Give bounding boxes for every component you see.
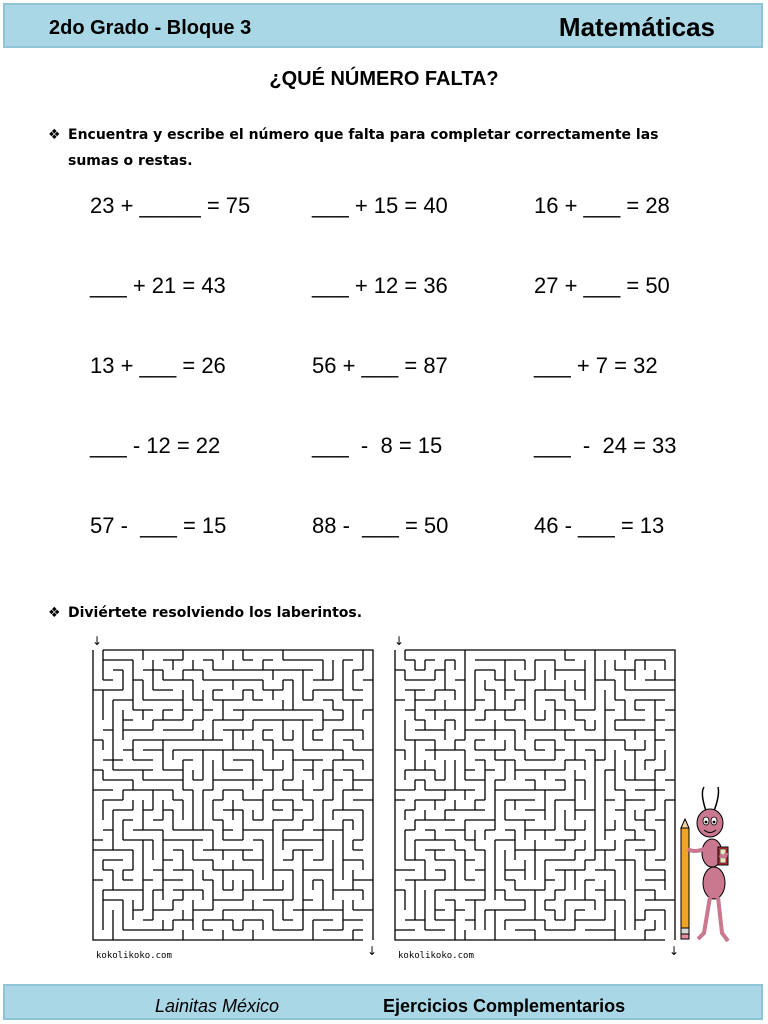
maze-credit: kokolikoko.com — [398, 951, 474, 961]
exercise-item[interactable]: ___ - 8 = 15 — [312, 433, 443, 458]
exercise-item[interactable]: ___ - 12 = 22 — [90, 433, 221, 458]
maze-1-drawing[interactable] — [90, 633, 378, 963]
exercise-row — [90, 273, 730, 353]
instruction-line-2: sumas o restas. — [68, 153, 193, 169]
exercise-item[interactable]: 23 + _____ = 75 — [90, 193, 251, 218]
footer-band — [3, 984, 763, 1020]
instruction-sums — [48, 122, 728, 174]
instruction-line-1: Encuentra y escribe el número que falta para completar correctamente las — [68, 127, 659, 143]
exercise-item[interactable]: 88 - ___ = 50 — [312, 513, 449, 538]
footer-author: Lainitas México — [155, 996, 280, 1016]
header-band — [3, 3, 763, 48]
exercise-row — [90, 513, 730, 593]
maze-wall-path — [93, 650, 373, 940]
exercise-row — [90, 193, 730, 273]
diamond-bullet-icon: ❖ — [48, 127, 61, 143]
ant-drawing — [676, 783, 736, 948]
maze-walls — [93, 650, 373, 940]
grade-block-label: 2do Grado - Bloque 3 — [49, 17, 252, 39]
maze-walls — [395, 650, 675, 940]
maze-credit: kokolikoko.com — [96, 951, 172, 961]
exercise-item[interactable]: 27 + ___ = 50 — [534, 273, 670, 298]
exercise-item[interactable]: ___ - 24 = 33 — [534, 433, 677, 458]
footer-title: Ejercicios Complementarios — [383, 996, 626, 1016]
exercise-item[interactable]: ___ + 15 = 40 — [312, 193, 448, 218]
maze-2[interactable] — [392, 633, 680, 963]
instruction-mazes — [48, 600, 728, 626]
exercise-item[interactable]: ___ + 7 = 32 — [534, 353, 658, 378]
subject-label: Matemáticas — [558, 12, 715, 42]
maze-2-drawing[interactable] — [392, 633, 680, 963]
exercise-grid — [90, 193, 730, 593]
exercise-item[interactable]: ___ + 12 = 36 — [312, 273, 448, 298]
maze-end-arrow-icon: ↓ — [669, 944, 680, 958]
exercise-row — [90, 433, 730, 513]
exercise-item[interactable]: 46 - ___ = 13 — [534, 513, 665, 538]
exercise-item[interactable]: ___ + 21 = 43 — [90, 273, 226, 298]
instruction-maze-text: Diviértete resolviendo los laberintos. — [68, 605, 363, 621]
maze-start-arrow-icon: ↓ — [394, 634, 405, 648]
exercise-row — [90, 353, 730, 433]
diamond-bullet-icon: ❖ — [48, 605, 61, 621]
page-title: ¿QUÉ NÚMERO FALTA? — [269, 68, 499, 90]
ant-pencil-illustration — [676, 783, 736, 948]
exercise-item[interactable]: 56 + ___ = 87 — [312, 353, 448, 378]
maze-end-arrow-icon: ↓ — [367, 944, 378, 958]
maze-start-arrow-icon: ↓ — [92, 634, 103, 648]
maze-wall-path — [395, 650, 675, 940]
exercise-item[interactable]: 13 + ___ = 26 — [90, 353, 226, 378]
exercise-item[interactable]: 16 + ___ = 28 — [534, 193, 670, 218]
exercise-item[interactable]: 57 - ___ = 15 — [90, 513, 227, 538]
maze-1[interactable] — [90, 633, 378, 963]
